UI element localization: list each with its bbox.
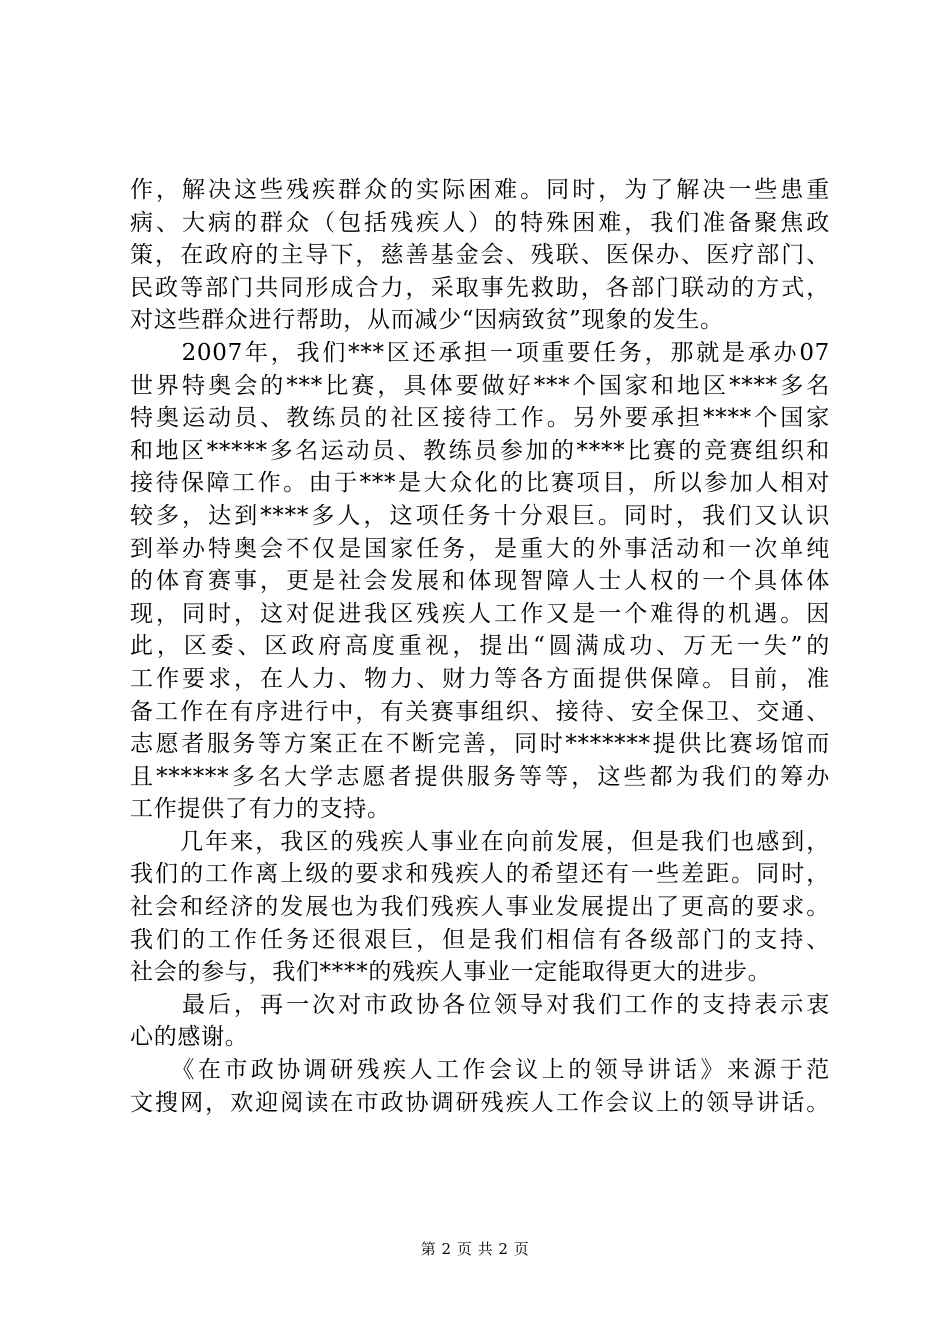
text-line: 社会和经济的发展也为我们残疾人事业发展提出了更高的要求。 (130, 894, 830, 921)
text-line: 民政等部门共同形成合力，采取事先救助，各部门联动的方式， (130, 274, 830, 301)
text-line: 世界特奥会的***比赛，具体要做好***个国家和地区****多名 (130, 372, 830, 399)
text-line: 2007年，我们***区还承担一项重要任务，那就是承办07 (130, 339, 830, 366)
text-line: 的体育赛事，更是社会发展和体现智障人士人权的一个具体体 (130, 568, 830, 595)
text-line: 我们的工作任务还很艰巨，但是我们相信有各级部门的支持、 (130, 926, 830, 953)
page-footer: 第 2 页 共 2 页 (420, 1240, 530, 1258)
text-line: 且******多名大学志愿者提供服务等等，这些都为我们的筹办 (130, 763, 830, 790)
text-line: 心的感谢。 (130, 1024, 249, 1051)
text-line: 病、大病的群众（包括残疾人）的特殊困难，我们准备聚焦政 (130, 209, 830, 236)
text-line: 策，在政府的主导下，慈善基金会、残联、医保办、医疗部门、 (130, 242, 830, 269)
text-line: 工作要求，在人力、物力、财力等各方面提供保障。目前，准 (130, 665, 830, 692)
text-line: 几年来，我区的残疾人事业在向前发展，但是我们也感到， (130, 828, 830, 855)
text-line: 工作提供了有力的支持。 (130, 796, 391, 823)
text-line: 特奥运动员、教练员的社区接待工作。另外要承担****个国家 (130, 405, 830, 432)
text-line: 作，解决这些残疾群众的实际困难。同时，为了解决一些患重 (130, 177, 830, 203)
text-line: 备工作在有序进行中，有关赛事组织、接待、安全保卫、交通、 (130, 698, 830, 725)
text-line: 现，同时，这对促进我区残疾人工作又是一个难得的机遇。因 (130, 600, 830, 627)
text-line: 我们的工作离上级的要求和残疾人的希望还有一些差距。同时， (130, 861, 830, 888)
text-line: 最后，再一次对市政协各位领导对我们工作的支持表示衷 (130, 991, 830, 1018)
text-line: 社会的参与，我们****的残疾人事业一定能取得更大的进步。 (130, 959, 772, 986)
text-line: 文搜网，欢迎阅读在市政协调研残疾人工作会议上的领导讲话。 (130, 1089, 830, 1116)
text-line: 到举办特奥会不仅是国家任务，是重大的外事活动和一次单纯 (130, 535, 830, 562)
text-line: 此，区委、区政府高度重视，提出“圆满成功、万无一失”的 (130, 633, 830, 660)
text-line: 较多，达到****多人，这项任务十分艰巨。同时，我们又认识 (130, 502, 830, 529)
text-line: 和地区*****多名运动员、教练员参加的****比赛的竞赛组织和 (130, 437, 830, 464)
document-body (130, 174, 830, 1119)
text-line: 对这些群众进行帮助，从而减少“因病致贫”现象的发生。 (130, 307, 724, 334)
text-line: 《在市政协调研残疾人工作会议上的领导讲话》来源于范 (130, 1057, 830, 1084)
text-line: 接待保障工作。由于***是大众化的比赛项目，所以参加人相对 (130, 470, 830, 497)
text-line: 志愿者服务等方案正在不断完善，同时*******提供比赛场馆而 (130, 731, 830, 758)
